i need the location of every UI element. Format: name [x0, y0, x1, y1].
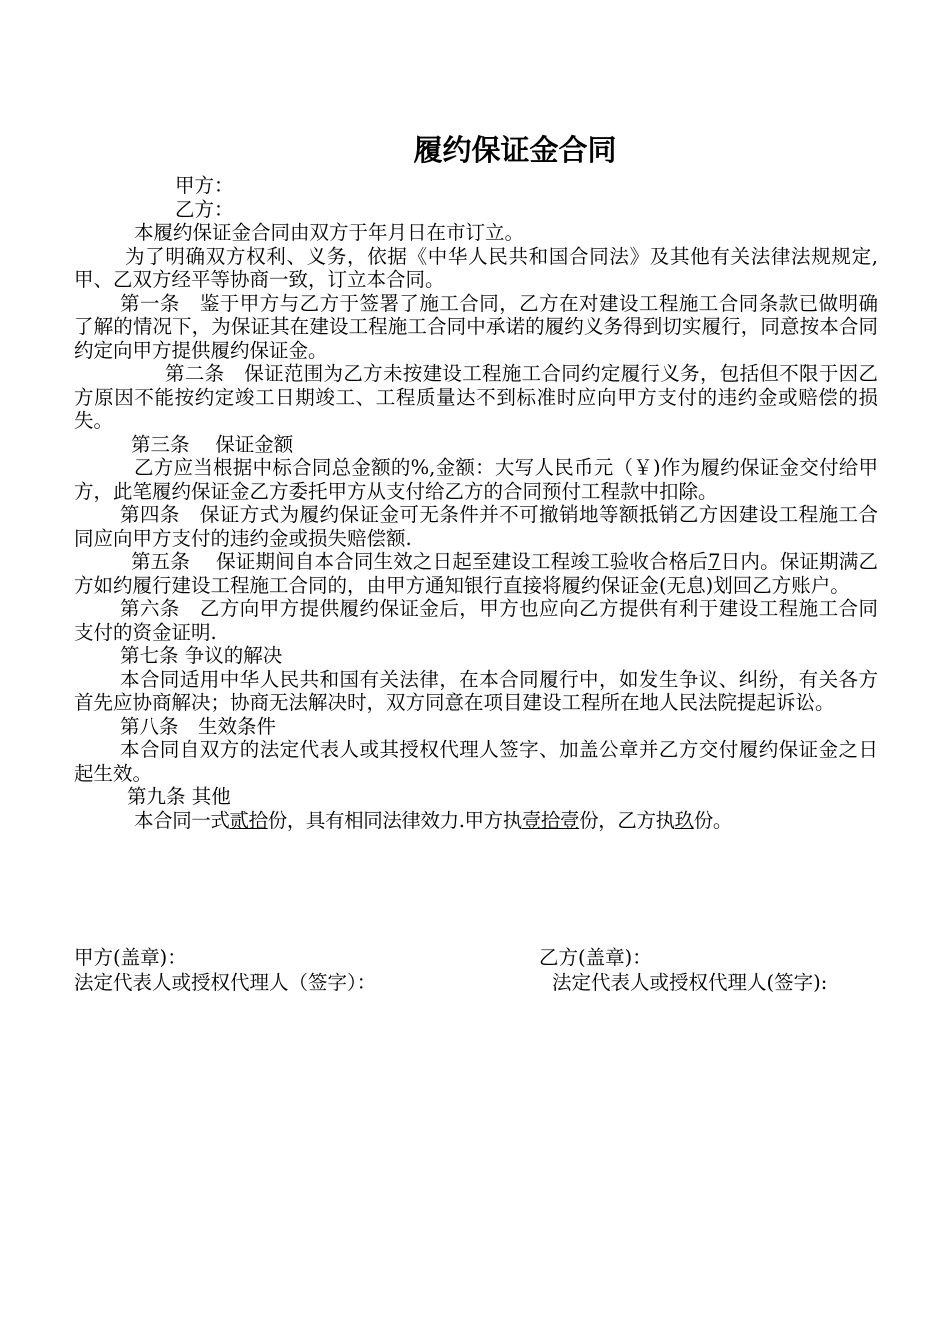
article-9-text-1: 本合同一式 [134, 808, 230, 832]
article-4-paragraph: 第四条 保证方式为履约保证金可无条件并不可撤销地等额抵销乙方因建设工程施工合同应向甲方支付的违约金或损失赔偿额. [74, 503, 878, 550]
article-1-paragraph: 第一条 鉴于甲方与乙方于签署了施工合同，乙方在对建设工程施工合同条款已做明确了解的情况下，为保证其在建设工程施工合同中承诺的履约义务得到切实履行，同意按本合同约定向甲方提供履约保证金。 [74, 291, 878, 362]
article-5-lead: 第五条 保证期间自本合同生效之日起至建设工程竣工验收合格后 [131, 550, 709, 573]
article-5-paragraph [74, 550, 878, 597]
seal-row [74, 946, 878, 970]
article-9-paragraph [74, 809, 878, 833]
article-5-days: 7 [708, 550, 721, 573]
article-8-heading: 第八条 生效条件 [120, 714, 277, 738]
article-2-paragraph: 第二条 保证范围为乙方未按建设工程施工合同约定履行义务，包括但不限于因乙方原因不能按约定竣工日期竣工、工程质量达不到标准时应向甲方支付的违约金或赔偿的损失。 [74, 362, 878, 432]
contract-body [74, 174, 878, 832]
article-3-paragraph: 乙方应当根据中标合同总金额的%,金额：大写人民币元（￥)作为履约保证金交付给甲方，此笔履约保证金乙方委托甲方从支付给乙方的合同预付工程款中扣除。 [74, 456, 878, 503]
article-9-heading: 第九条 其他 [127, 785, 231, 808]
document-title: 履约保证金合同 [413, 133, 617, 167]
party-a-seal-label: 甲方(盖章)： [74, 946, 187, 969]
party-b-label: 乙方： [175, 197, 234, 221]
party-b-representative-label: 法定代表人或授权代理人(签字): [552, 971, 828, 994]
intro-paragraph: 本履约保证金合同由双方于年月日在市订立。 [134, 221, 525, 244]
article-7-heading: 第七条 争议的解决 [120, 644, 283, 667]
article-9-text-4: 份。 [693, 808, 732, 832]
representative-row [74, 971, 878, 995]
copies-party-a: 壹拾壹 [521, 808, 580, 832]
article-6-paragraph: 第六条 乙方向甲方提供履约保证金后，甲方也应向乙方提供有利于建设工程施工合同支付的资金证明. [74, 597, 878, 644]
party-a-representative-label: 法定代表人或授权代理人（签字）： [74, 971, 377, 994]
party-a-label: 甲方： [175, 174, 234, 197]
article-5-rest: 日内。保证期满乙方如约履行建设工程施工合同的，由甲方通知银行直接将履约保证金(无息)划回乙方账户。 [74, 550, 878, 597]
article-3-heading: 第三条 保证金额 [131, 432, 294, 456]
party-b-seal-label: 乙方(盖章)： [539, 946, 652, 969]
copies-party-b: 玖 [674, 808, 694, 832]
article-7-paragraph: 本合同适用中华人民共和国有关法律，在本合同履行中，如发生争议、纠纷，有关各方首先应协商解决；协商无法解决时，双方同意在项目建设工程所在地人民法院提起诉讼。 [74, 667, 878, 714]
article-9-text-3: 份，乙方执 [579, 808, 675, 832]
preamble-paragraph: 为了明确双方权利、义务，依据《中华人民共和国合同法》及其他有关法律法规规定,甲、乙双方经平等协商一致，订立本合同。 [74, 244, 878, 291]
article-9-text-2: 份，具有相同法律效力.甲方执 [267, 808, 522, 832]
article-8-paragraph: 本合同自双方的法定代表人或其授权代理人签字、加盖公章并乙方交付履约保证金之日起生效。 [74, 738, 878, 785]
copies-total: 贰拾 [229, 808, 268, 832]
